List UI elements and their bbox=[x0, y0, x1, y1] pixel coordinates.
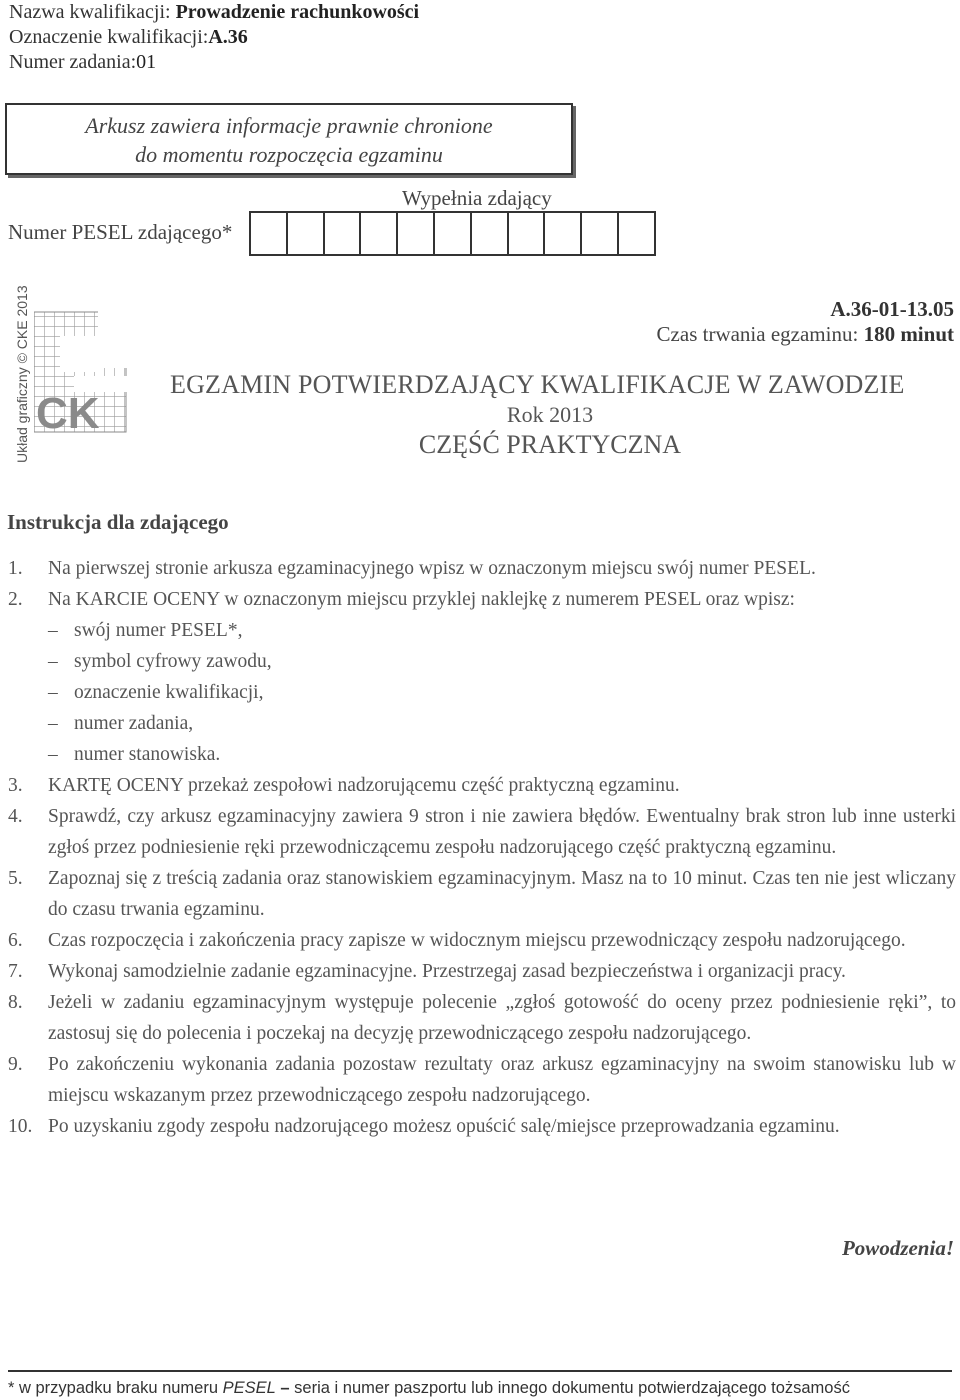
exam-part: CZĘŚĆ PRAKTYCZNA bbox=[418, 430, 682, 459]
dash-bullet-icon: – bbox=[48, 713, 58, 734]
instructions-title: Instrukcja dla zdającego bbox=[7, 510, 229, 534]
list-item: 1. Na pierwszej stronie arkusza egzaminacyjnego wpisz w oznaczonym miejscu swój numer PESEL. bbox=[8, 558, 816, 579]
pesel-digit-box[interactable] bbox=[545, 213, 582, 254]
footnote: * w przypadku braku numeru PESEL – seria i numer paszportu lub innego dokumentu potwierdzającego tożsamość bbox=[8, 1379, 850, 1397]
notice-line-2: do momentu rozpoczęcia egzaminu bbox=[135, 142, 443, 167]
sub-list-item: – symbol cyfrowy zawodu, bbox=[8, 646, 956, 677]
list-item: 9. Po zakończeniu wykonania zadania pozostaw rezultaty oraz arkusz egzaminacyjny na swoim stanowisku lub w miejscu wskazanym przez przewodniczącego zespołu nadzorującego. bbox=[8, 1054, 956, 1106]
list-item: 4. Sprawdź, czy arkusz egzaminacyjny zawiera 9 stron i nie zawiera błędów. Ewentualny brak stron lub inne usterki zgłoś przez podniesienie ręki przewodniczącemu zespołu nadzorującego część praktyczną egzaminu. bbox=[8, 806, 956, 858]
footnote-divider bbox=[8, 1370, 952, 1372]
list-item: 6. Czas rozpoczęcia i zakończenia pracy zapisze w widocznym miejscu przewodniczący zespołu nadzorującego. bbox=[8, 930, 906, 951]
sub-list-item: – oznaczenie kwalifikacji, bbox=[8, 677, 956, 708]
pesel-digit-box[interactable] bbox=[361, 213, 398, 254]
qualification-name-value: Prowadzenie rachunkowości bbox=[175, 1, 420, 23]
instructions-list bbox=[8, 553, 956, 1142]
pesel-digit-box[interactable] bbox=[325, 213, 362, 254]
sub-list-item: – swój numer PESEL*, bbox=[8, 615, 956, 646]
pesel-digit-box[interactable] bbox=[435, 213, 472, 254]
task-number: Numer zadania:01 bbox=[9, 51, 157, 73]
pesel-digit-box[interactable] bbox=[619, 213, 654, 254]
qualification-code-value: A.36 bbox=[208, 26, 248, 48]
qualification-code: Oznaczenie kwalifikacji:A.36 bbox=[9, 26, 248, 48]
pesel-digit-box[interactable] bbox=[582, 213, 619, 254]
task-number-value: 01 bbox=[136, 51, 157, 73]
exam-year: Rok 2013 bbox=[506, 402, 594, 427]
notice-line-1: Arkusz zawiera informacje prawnie chronione bbox=[85, 113, 493, 138]
list-item: 5. Zapoznaj się z treścią zadania oraz stanowiskiem egzaminacyjnym. Masz na to 10 minut. Czas ten nie jest wliczany do czasu trwania egzaminu. bbox=[8, 868, 956, 920]
pesel-label: Numer PESEL zdającego* bbox=[8, 220, 233, 244]
list-item: 8. Jeżeli w zadaniu egzaminacyjnym występuje polecenie „zgłoś gotowość do oceny przez podniesienie ręki”, to zastosuj się do polecenia i poczekaj na decyzję przewodniczącego zespołu nadzorującego. bbox=[8, 992, 956, 1044]
pesel-digit-box[interactable] bbox=[251, 213, 288, 254]
pesel-digit-box[interactable] bbox=[509, 213, 546, 254]
filled-by-label: Wypełnia zdający bbox=[402, 186, 552, 210]
dash-bullet-icon: – bbox=[48, 682, 58, 703]
list-item: 10. Po uzyskaniu zgody zespołu nadzorującego możesz opuścić salę/miejsce przeprowadzania egzaminu. bbox=[8, 1116, 840, 1137]
dash-bullet-icon: – bbox=[48, 744, 58, 765]
logo-text: CK bbox=[36, 389, 100, 436]
dash-bullet-icon: – bbox=[48, 620, 58, 641]
list-item: 2. Na KARCIE OCENY w oznaczonym miejscu przyklej naklejkę z numerem PESEL oraz wpisz: bbox=[8, 589, 795, 610]
list-item: 7. Wykonaj samodzielnie zadanie egzaminacyjne. Przestrzegaj zasad bezpieczeństwa i organizacji pracy. bbox=[8, 961, 846, 982]
pesel-digit-box[interactable] bbox=[288, 213, 325, 254]
pesel-digit-box[interactable] bbox=[398, 213, 435, 254]
list-item: 3. KARTĘ OCENY przekaż zespołowi nadzorującemu część praktyczną egzaminu. bbox=[8, 775, 680, 796]
confidential-notice bbox=[5, 103, 573, 175]
sub-list-item: – numer zadania, bbox=[8, 708, 956, 739]
exam-title: EGZAMIN POTWIERDZAJĄCY KWALIFIKACJE W ZAWODZIE bbox=[170, 370, 905, 399]
pesel-boxes[interactable] bbox=[249, 211, 656, 256]
exam-duration: Czas trwania egzaminu: 180 minut bbox=[656, 322, 954, 346]
layout-copyright: Układ graficzny © CKE 2013 bbox=[14, 285, 30, 463]
qualification-name: Nazwa kwalifikacji: Prowadzenie rachunkowości bbox=[9, 1, 420, 23]
exam-duration-value: 180 minut bbox=[863, 322, 954, 346]
good-luck: Powodzenia! bbox=[841, 1236, 954, 1260]
pesel-digit-box[interactable] bbox=[472, 213, 509, 254]
dash-bullet-icon: – bbox=[48, 651, 58, 672]
sub-list-item: – numer stanowiska. bbox=[8, 739, 956, 770]
exam-code: A.36-01-13.05 bbox=[830, 297, 954, 321]
